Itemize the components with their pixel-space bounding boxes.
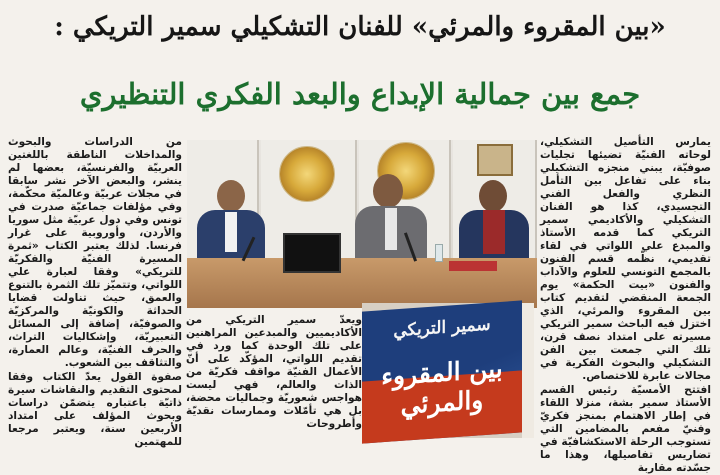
paragraph: ويعدّ سمير التريكي من الأكاديميين والمبدعين المراهنين على تلك الوحدة كما ورد في تقديم اللواتي، المؤكّد على أنّ الأعمال الفنيّة مواقف فكريّة من الذات والعالم، فهي ليست هواجس شعوريّة وجماليات محضة، بل هي تأمّلات وممارسات نقديّة وأطروحات xyxy=(186,314,362,430)
books-on-table xyxy=(449,261,497,271)
article-column-middle xyxy=(186,314,362,438)
paragraph: افتتح الأمسيّة رئيس القسم الأستاذ سمير بشة، منزلا اللقاء في إطار الاهتمام بمنجز فكريّ وفنيّ مفعم بالمضامين التي تستوجب الرحلة الاستكشافيّة في تضاريس تفاصيلها، وهذا ما جسّدته مقاربة xyxy=(540,384,711,474)
paragraph: من الدراسات والبحوث والمداخلات الناطقة باللغتين العربيّة والفرنسيّة، بعضها لم ينشر، والبعض الآخر نشر سابقا في مجلات عربيّة وعالميّة محكّمة، وفي مؤلفات جماعيّة صدرت في تونس وفي دول عربيّة مثل سوريا والأردن، وأوروبية على غرار فرنسا. لذلك يعتبر الكتاب «ثمرة المسيرة الفنيّة والفكريّة للتريكي» وفقا لعبارة علي اللواتي، وتتميّز تلك الثمرة بالتنوع والعمق، حيث تناولت قضايا الحداثة والكونيّة والمركزيّة والصوفيّة، إضافة إلى المسائل التعبيريّة، وإشكاليات التراث، والحرف الفنيّة، وعالم العمارة، والتثاقف بين الشعوب. xyxy=(8,136,182,369)
paragraph: يمارس التأصيل التشكيلي، لوحاته الفنيّة تضيئها تجليات صوفيّة، يبني منجزه التشكيلي بناء على تفاعل بين التأمل النظري والفعل الفني التجسيدي، كذا هو الفنان التشكيلي والأكاديمي سمير التريكي كما قدمه الأستاذ والمبدع علي اللواتي في لقاء تقديمي، نظّمه قسم الفنون بالمجمع التونسي للعلوم والآداب والفنون «بيت الحكمة» يوم الجمعة المنقضي لتقديم كتاب بين المقروء والمرئي، الذي اختزل فيه الباحث سمير التريكي مسيرته على امتداد نصف قرن، تلك التي جمعت بين الفن التشكيلي والبحوث الفكرية في مجالات عابرة للاختصاص. xyxy=(540,136,711,382)
laptop xyxy=(283,233,341,273)
headline-title: جمع بين جمالية الإبداع والبعد الفكري التنظيري xyxy=(79,77,641,111)
article-column-left xyxy=(8,136,182,448)
headline-kicker: «بين المقروء والمرئي» للفنان التشكيلي سمير التريكي : xyxy=(54,12,666,42)
event-photo xyxy=(187,140,537,308)
book-cover xyxy=(362,300,522,443)
article-column-right xyxy=(540,136,711,474)
water-bottle xyxy=(435,244,443,262)
book-title: بين المقروء والمرئي xyxy=(381,353,503,420)
wall-frame xyxy=(477,144,513,176)
book-author: سمير التريكي xyxy=(393,314,491,342)
paragraph: صفوة القول يعدّ الكتاب وفقا لمحتوى التقديم والنقاشات سيرة ذاتيّة باعتباره يتضمّن دراسات وبحوث المؤلف على امتداد الأربعين سنة، ويعتبر مرجعا للمهتمين xyxy=(8,371,182,448)
wall-medallion-icon xyxy=(279,146,335,202)
book-photo xyxy=(362,303,534,438)
page-edge xyxy=(522,303,534,438)
